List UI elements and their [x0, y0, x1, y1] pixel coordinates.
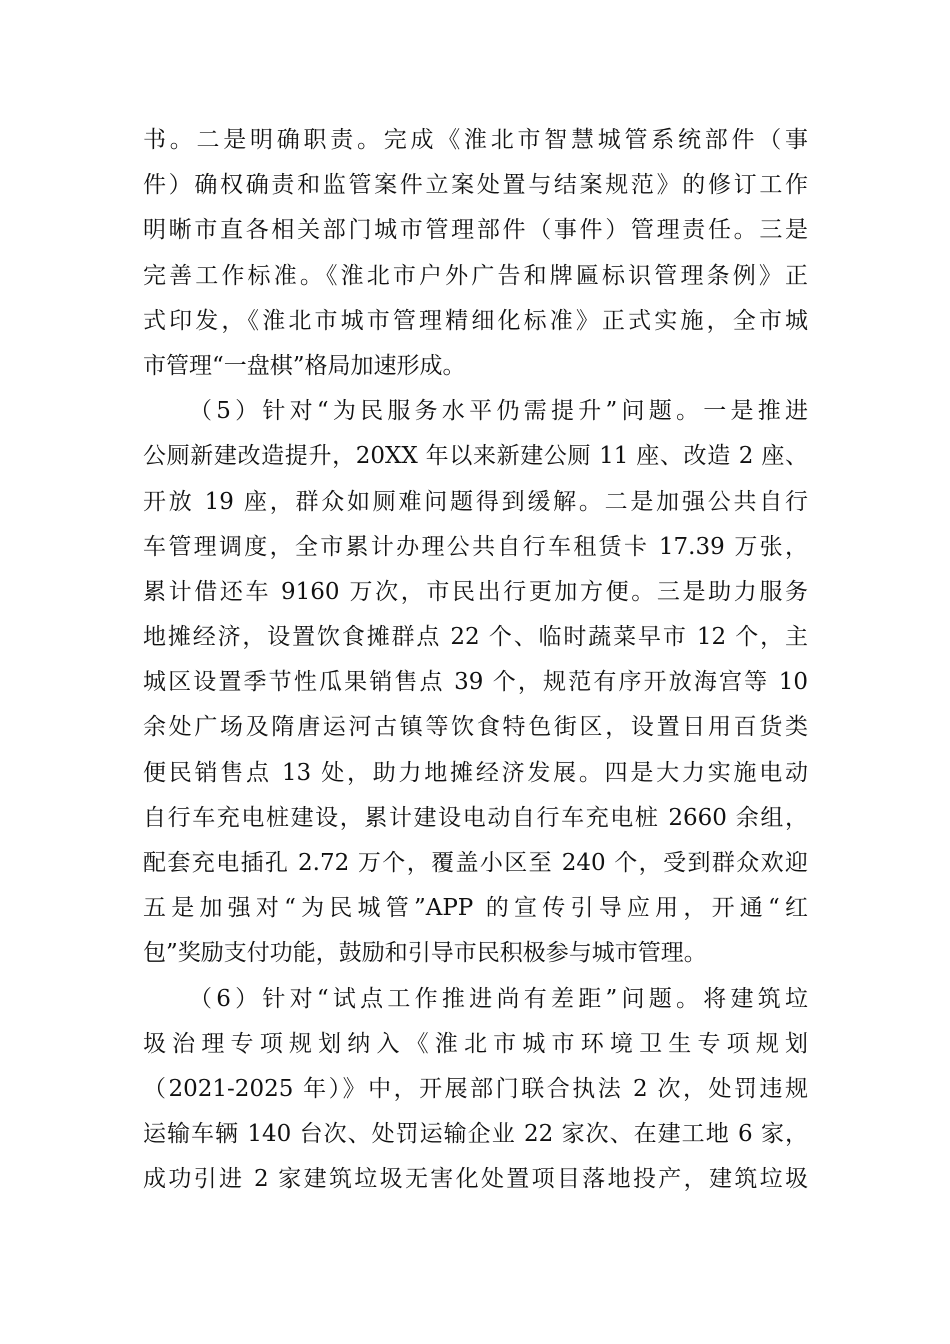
text-line: 圾治理专项规划纳入《淮北市城市环境卫生专项规划 [143, 1030, 808, 1057]
text-line: 五是加强对“为民城管”APP 的宣传引导应用，开通“红 [143, 895, 808, 922]
text-line: 开放 19 座，群众如厕难问题得到缓解。二是加强公共自行 [143, 488, 808, 515]
text-line: 自行车充电桩建设，累计建设电动自行车充电桩 2660 余组， [143, 804, 808, 831]
paragraph-start-line: （6）针对“试点工作推进尚有差距”问题。将建筑垃 [189, 985, 808, 1012]
text-line: 完善工作标准。《淮北市户外广告和牌匾标识管理条例》正 [143, 262, 808, 289]
text-line: 地摊经济，设置饮食摊群点 22 个、临时蔬菜早市 12 个，主 [143, 624, 808, 651]
document-body [143, 118, 808, 1203]
text-line: 便民销售点 13 处，助力地摊经济发展。四是大力实施电动 [143, 759, 808, 786]
text-line: 公厕新建改造提升，20XX 年以来新建公厕 11 座、改造 2 座、 [143, 443, 808, 470]
paragraph-end-line: 市管理“一盘棋”格局加速形成。 [143, 352, 466, 379]
text-line: 车管理调度，全市累计办理公共自行车租赁卡 17.39 万张， [143, 533, 808, 560]
text-line: （2021-2025 年）》中，开展部门联合执法 2 次，处罚违规 [143, 1075, 808, 1102]
paragraph-start-line: （5）针对“为民服务水平仍需提升”问题。一是推进 [189, 398, 808, 425]
text-line: 配套充电插孔 2.72 万个，覆盖小区至 240 个，受到群众欢迎 [143, 850, 808, 876]
text-line: 成功引进 2 家建筑垃圾无害化处置项目落地投产，建筑垃圾 [143, 1166, 808, 1193]
paragraph-end-line: 包”奖励支付功能，鼓励和引导市民积极参与城市管理。 [143, 940, 707, 967]
text-line: 城区设置季节性瓜果销售点 39 个，规范有序开放海宫等 10 [143, 669, 808, 696]
text-line: 明晰市直各相关部门城市管理部件（事件）管理责任。三是 [143, 217, 808, 244]
text-line: 余处广场及隋唐运河古镇等饮食特色街区，设置日用百货类 [143, 714, 808, 741]
text-line: 运输车辆 140 台次、处罚运输企业 22 家次、在建工地 6 家， [143, 1121, 808, 1148]
text-line: 累计借还车 9160 万次，市民出行更加方便。三是助力服务 [143, 578, 808, 605]
text-line: 件）确权确责和监管案件立案处置与结案规范》的修订工作 [143, 172, 808, 199]
text-line: 书。二是明确职责。完成《淮北市智慧城管系统部件（事 [143, 127, 808, 153]
text-line: 式印发，《淮北市城市管理精细化标准》正式实施，全市城 [143, 307, 808, 334]
